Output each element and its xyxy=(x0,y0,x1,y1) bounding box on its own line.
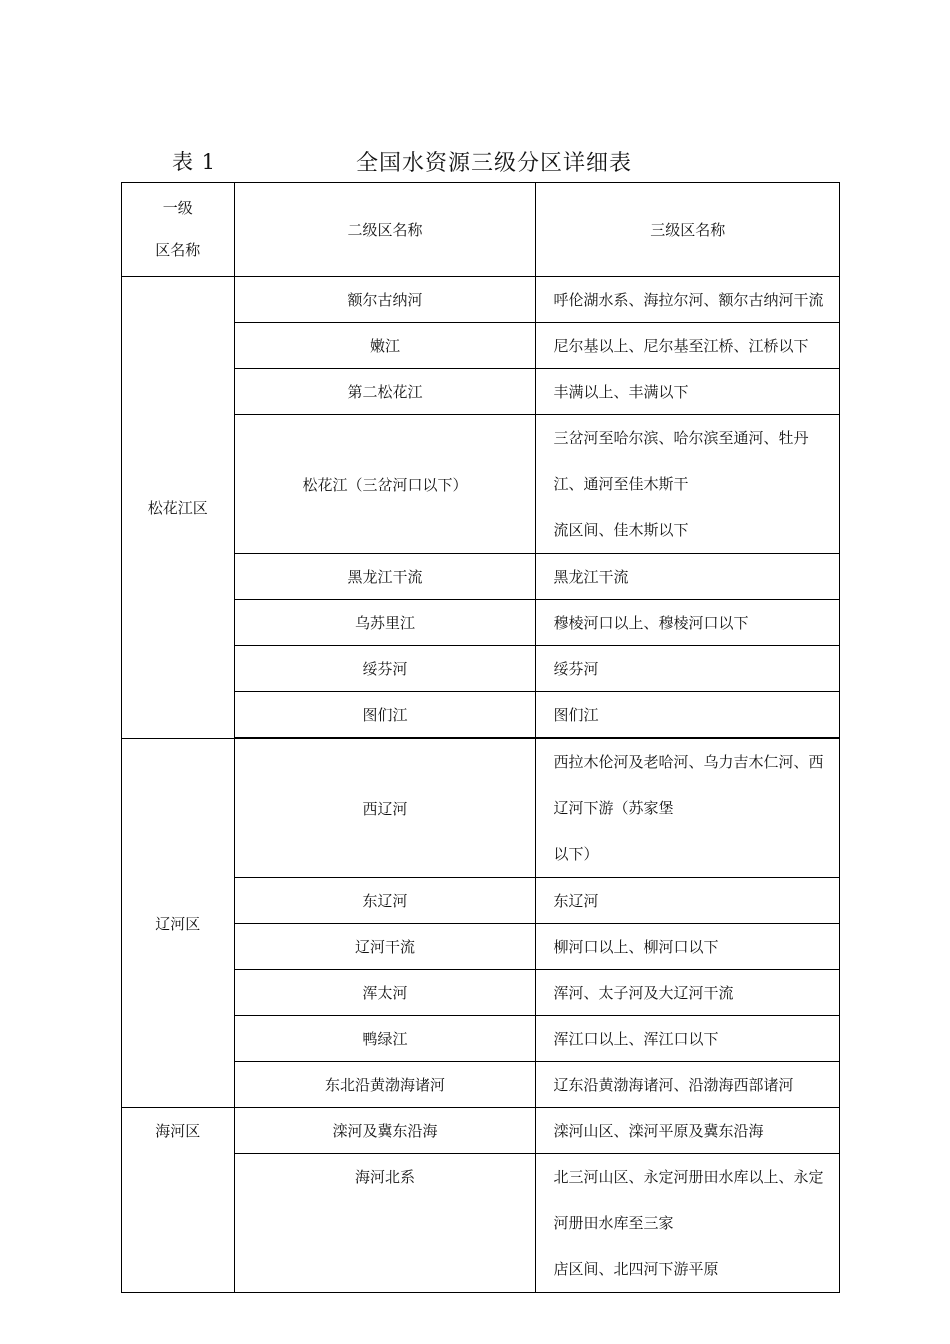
level2-cell: 辽河干流 xyxy=(234,924,536,970)
table-row xyxy=(122,1154,840,1293)
level2-cell: 东北沿黄渤海诸河 xyxy=(234,1062,536,1108)
level2-cell: 海河北系 xyxy=(234,1154,536,1293)
level3-line: 西拉木伦河及老哈河、乌力吉木仁河、西辽河下游（苏家堡 xyxy=(553,753,824,817)
level2-cell: 滦河及冀东沿海 xyxy=(234,1108,536,1154)
water-resources-table xyxy=(121,182,840,1293)
level2-cell: 第二松花江 xyxy=(234,369,536,415)
level3-cell: 绥芬河 xyxy=(536,646,840,692)
level3-line: 流区间、佳木斯以下 xyxy=(553,521,689,539)
table-row xyxy=(122,277,840,323)
header-level3: 三级区名称 xyxy=(536,183,840,277)
level3-cell xyxy=(536,1154,840,1293)
level3-cell: 辽东沿黄渤海诸河、沿渤海西部诸河 xyxy=(536,1062,840,1108)
level2-cell: 嫩江 xyxy=(234,323,536,369)
level2-cell: 西辽河 xyxy=(234,739,536,878)
header-level1-line2: 区名称 xyxy=(155,241,201,259)
level3-cell: 滦河山区、滦河平原及冀东沿海 xyxy=(536,1108,840,1154)
level3-line: 三岔河至哈尔滨、哈尔滨至通河、牡丹江、通河至佳木斯干 xyxy=(553,429,809,493)
table-header-row xyxy=(122,183,840,277)
level3-cell xyxy=(536,415,840,554)
level3-cell: 黑龙江干流 xyxy=(536,554,840,600)
level3-cell: 图们江 xyxy=(536,692,840,738)
level2-cell: 乌苏里江 xyxy=(234,600,536,646)
table-title: 全国水资源三级分区详细表 xyxy=(356,151,633,176)
level2-cell: 图们江 xyxy=(234,692,536,738)
level1-cell: 海河区 xyxy=(122,1108,235,1154)
level2-cell: 松花江（三岔河口以下） xyxy=(234,415,536,554)
level3-line: 北三河山区、永定河册田水库以上、永定河册田水库至三家 xyxy=(553,1168,824,1232)
level3-cell: 尼尔基以上、尼尔基至江桥、江桥以下 xyxy=(536,323,840,369)
level3-line: 以下） xyxy=(553,845,599,863)
level1-cell: 辽河区 xyxy=(122,739,235,1108)
level3-cell xyxy=(536,739,840,878)
level2-cell: 额尔古纳河 xyxy=(234,277,536,323)
level3-line: 店区间、北四河下游平原 xyxy=(553,1260,719,1278)
table-row xyxy=(122,739,840,878)
header-level1 xyxy=(122,183,235,277)
table-number: 表 1 xyxy=(172,150,217,174)
level3-cell: 柳河口以上、柳河口以下 xyxy=(536,924,840,970)
level1-cell-continued xyxy=(122,1154,235,1293)
level3-cell: 穆棱河口以上、穆棱河口以下 xyxy=(536,600,840,646)
level3-cell: 呼伦湖水系、海拉尔河、额尔古纳河干流 xyxy=(536,277,840,323)
level2-cell: 绥芬河 xyxy=(234,646,536,692)
level2-cell: 鸭绿江 xyxy=(234,1016,536,1062)
level2-cell: 浑太河 xyxy=(234,970,536,1016)
level2-cell: 东辽河 xyxy=(234,878,536,924)
level3-cell: 浑河、太子河及大辽河干流 xyxy=(536,970,840,1016)
level3-cell: 丰满以上、丰满以下 xyxy=(536,369,840,415)
header-level2: 二级区名称 xyxy=(234,183,536,277)
level3-cell: 浑江口以上、浑江口以下 xyxy=(536,1016,840,1062)
level1-cell: 松花江区 xyxy=(122,277,235,739)
table-row xyxy=(122,1108,840,1154)
header-level1-line1: 一级 xyxy=(162,199,193,217)
level3-cell: 东辽河 xyxy=(536,878,840,924)
level2-cell: 黑龙江干流 xyxy=(234,554,536,600)
